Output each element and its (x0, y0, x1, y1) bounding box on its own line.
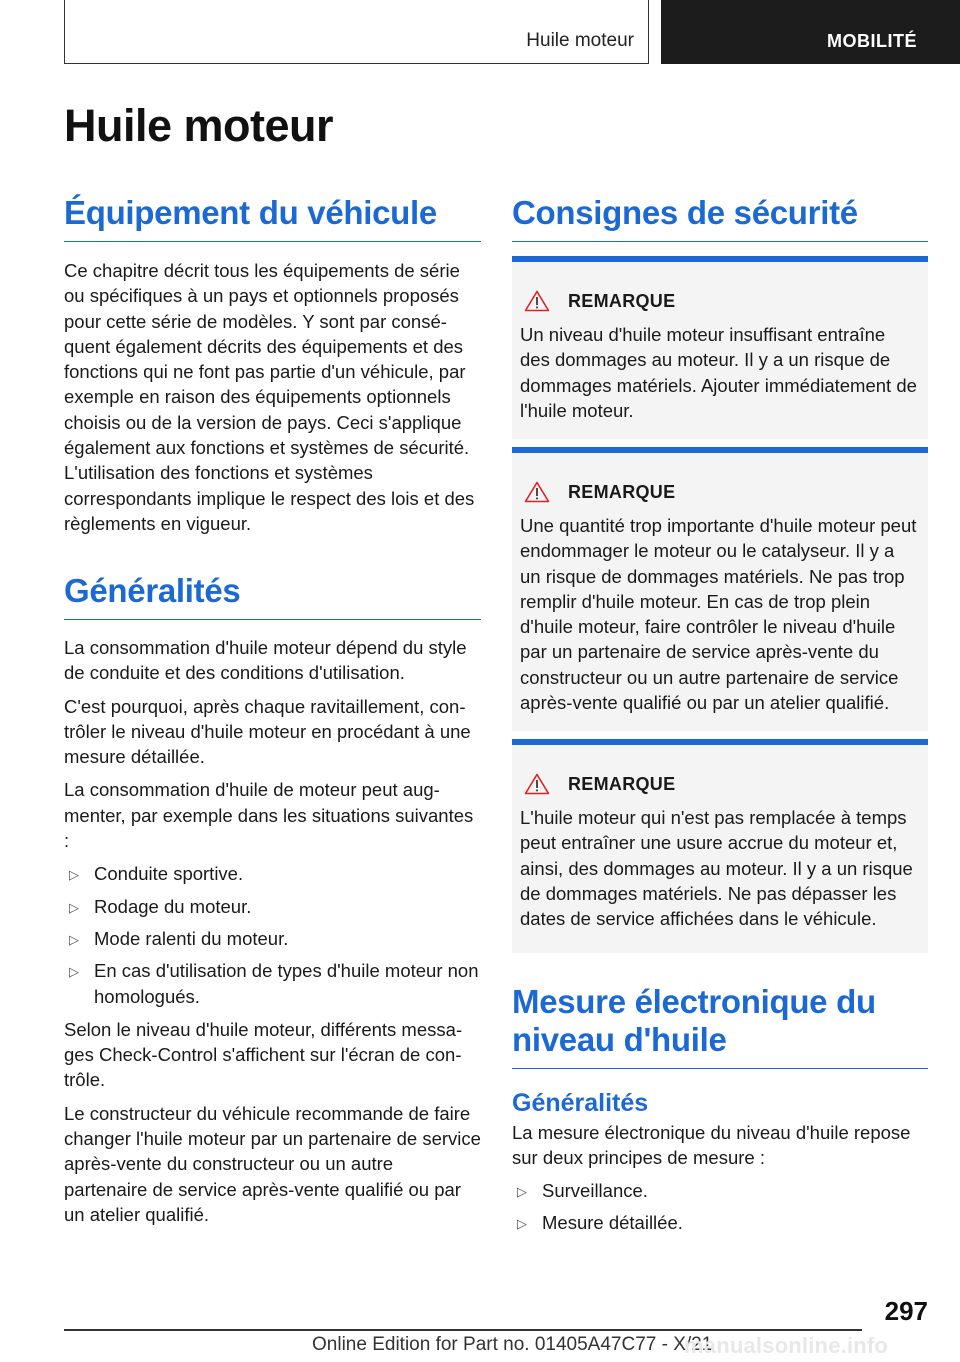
warning-note-1 (512, 256, 928, 439)
page-title: Huile moteur (64, 100, 334, 151)
note-text: Une quantité trop importante d'huile moteur peut endommager le moteur ou le catalyseur. Il y a un risque de dommages matériels. Ne pas trop remplir d'huile moteur. En cas de trop plein d'huile moteur, faire contrôler le niveau d'huile par un partenaire de service après-vente du constructeur ou un autre partenaire de service après-vente qualifié ou par un atelier qualifié. (520, 515, 917, 714)
list-item: ▷ Rodage du moteur. (64, 894, 481, 919)
header-section-title: Huile moteur (526, 30, 634, 51)
list-item: ▷ Mesure détaillée. (512, 1210, 928, 1235)
header-chapter-tab (661, 0, 960, 64)
note-label: REMARQUE (568, 290, 676, 311)
page-number: 297 (884, 1296, 928, 1326)
general-paragraph-2: C'est pourquoi, après chaque ravitaillement, contrôler le niveau d'huile moteur en procédant à une mesure détaillée. (64, 695, 471, 768)
triangle-bullet-icon: ▷ (69, 867, 79, 883)
list-item: ▷ Surveillance. (512, 1178, 928, 1203)
triangle-bullet-icon: ▷ (69, 964, 79, 980)
triangle-bullet-icon: ▷ (69, 931, 79, 947)
note-header (520, 288, 920, 314)
watermark-logo: manualsonline.info (684, 1333, 889, 1358)
list-item: ▷ Mode ralenti du moteur. (64, 926, 481, 951)
section-heading-safety: Consignes de sécurité (512, 194, 928, 242)
section-heading-equipment: Équipement du véhicule (64, 194, 481, 242)
header-chapter-title: MOBILITÉ (827, 31, 917, 51)
measure-paragraph: La mesure électronique du niveau d'huile repose sur deux principes de mesure : (512, 1122, 911, 1169)
equipment-paragraph: Ce chapitre décrit tous les équipements de série ou spécifiques à un pays et optionnels proposés pour cette série de modèles. Y sont par conséquent également décrits des équipements et des fonctions qui ne font pas partie d'un véhicule, par exemple en raison des équipements optionnels choisis ou de la version de pays. Ceci s'applique également aux fonctions et systèmes de sécurité. L'utilisation des fonctions et systèmes correspondants implique le respect des lois et des règlements en vigueur. (64, 260, 475, 534)
general-content (64, 635, 481, 1227)
footer-edition: Online Edition for Part no. 01405A47C77 - X/21 (312, 1334, 713, 1355)
note-label: REMARQUE (568, 481, 676, 502)
triangle-bullet-icon: ▷ (69, 899, 79, 915)
general-paragraph-3: La consommation d'huile de moteur peut augmenter, par exemple dans les situations suivantes : (64, 779, 474, 852)
triangle-bullet-icon: ▷ (517, 1183, 527, 1199)
triangle-bullet-icon: ▷ (517, 1215, 527, 1231)
note-header (520, 771, 920, 797)
measure-content (512, 1088, 928, 1235)
warning-triangle-icon (524, 481, 550, 503)
warning-triangle-icon (524, 773, 550, 795)
footer-divider (64, 1329, 862, 1331)
general-paragraph-4: Selon le niveau d'huile moteur, différents messages Check-Control s'affichent sur l'écran de contrôle. (64, 1018, 463, 1091)
list-item: ▷ En cas d'utilisation de types d'huile moteur non homologués. (69, 960, 479, 1007)
note-header (520, 479, 920, 505)
header-section-tab (64, 0, 649, 64)
warning-triangle-icon (524, 290, 550, 312)
general-paragraph-1: La consommation d'huile moteur dépend du style de conduite et des conditions d'utilisation. (64, 637, 467, 684)
section-heading-measure: Mesure électronique du niveau d'huile (512, 983, 928, 1069)
general-paragraph-5: Le constructeur du véhicule recommande de faire changer l'huile moteur par un partenaire de service après-vente du constructeur ou un autre partenaire de service après-vente qualifié ou par un atelier qualifié. (64, 1102, 481, 1225)
section-heading-general: Généralités (64, 572, 481, 620)
principles-list (512, 1178, 928, 1236)
warning-note-2 (512, 447, 928, 731)
subheading-general: Généralités (512, 1089, 649, 1117)
note-text: Un niveau d'huile moteur insuffisant entraîne des dommages au moteur. Il y a un risque de dommages matériels. Ajouter immédiatement de l'huile moteur. (520, 324, 917, 421)
warning-note-3 (512, 739, 928, 953)
note-label: REMARQUE (568, 773, 676, 794)
list-item: ▷ Conduite sportive. (64, 861, 481, 886)
situations-list (64, 861, 481, 1008)
note-text: L'huile moteur qui n'est pas remplacée à temps peut entraîner une usure accrue du moteur et, ainsi, des dommages au moteur. Il y a un risque de dommages matériels. Ne pas dépasser les dates de service affichées dans le véhicule. (520, 807, 913, 930)
